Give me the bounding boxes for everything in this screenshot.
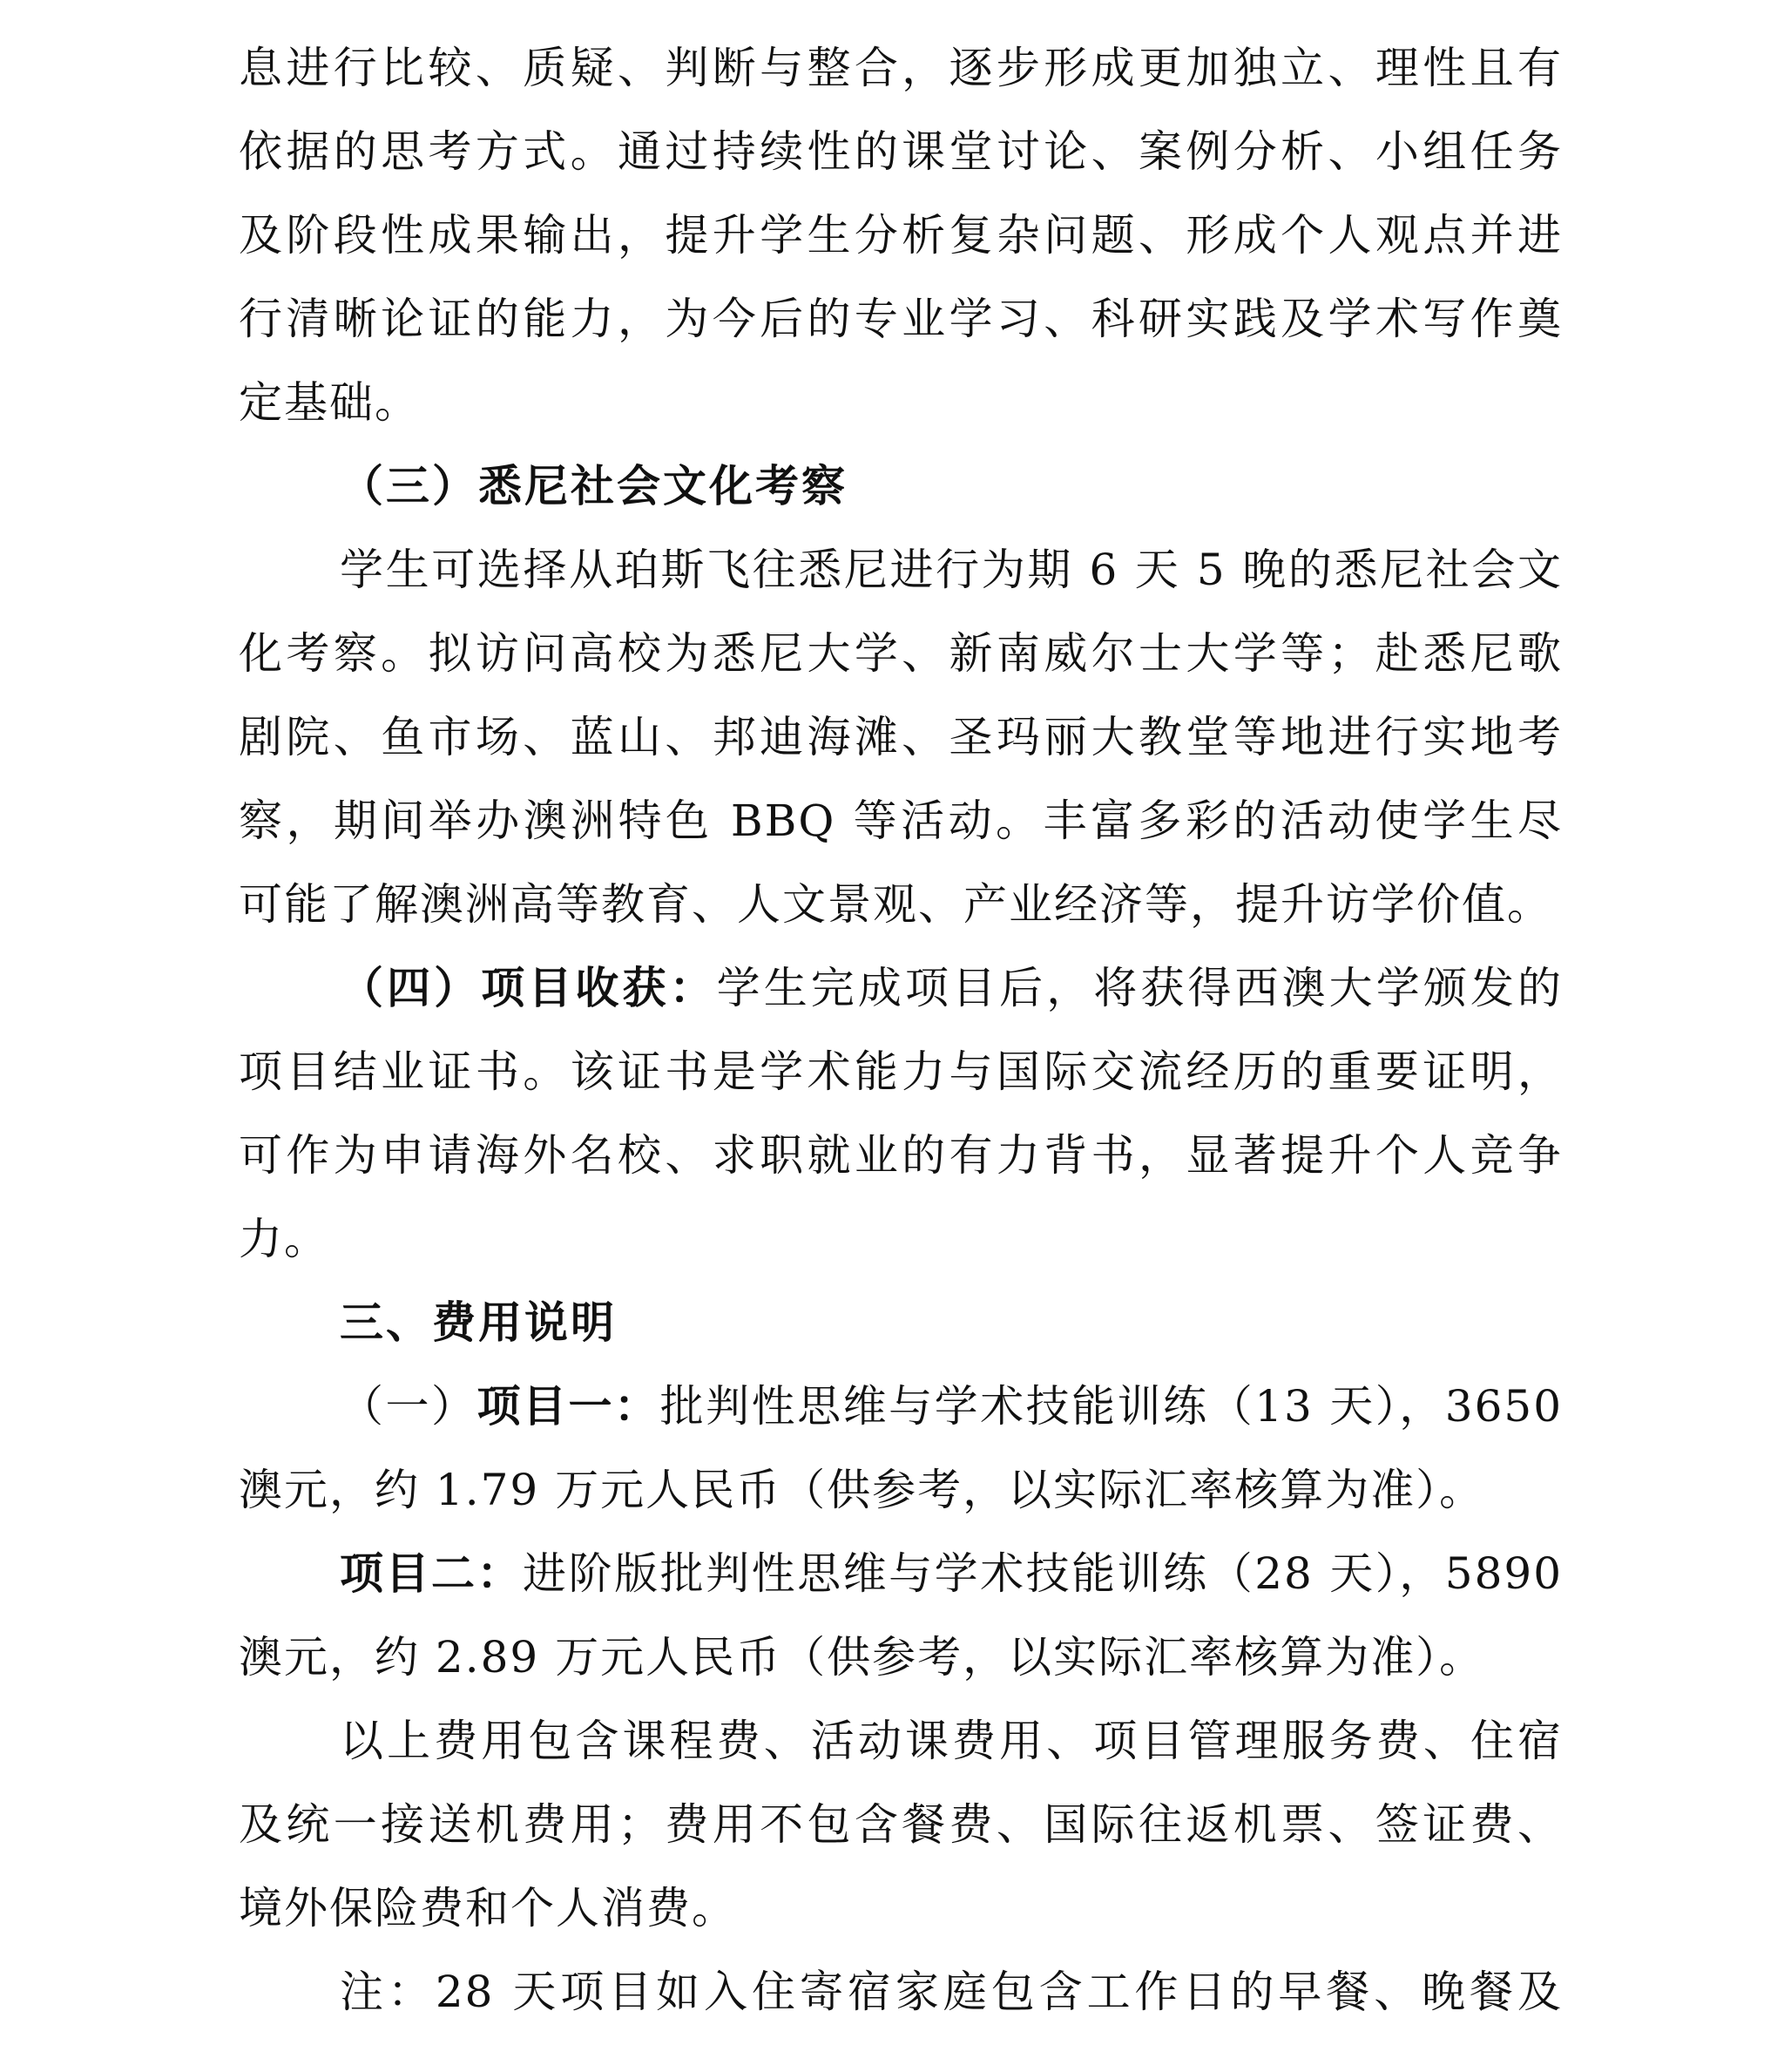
paragraph-fee-inclusions [239, 1699, 1563, 1950]
paragraph-sydney-tour [239, 528, 1563, 946]
document-page [239, 26, 1563, 2034]
text-line: 化考察。拟访问高校为悉尼大学、新南威尔士大学等；赴悉尼歌 [239, 628, 1563, 679]
text-line: 行清晰论证的能力，为今后的专业学习、科研实践及学术写作奠 [239, 294, 1563, 344]
inline-prefix: （一） [340, 1381, 477, 1432]
inline-text: 学生完成项目后，将获得西澳大学颁发的 [716, 963, 1563, 1013]
text-line: 及统一接送机费用；费用不包含餐费、国际往返机票、签证费、 [239, 1799, 1563, 1850]
text-line: 可能了解澳洲高等教育、人文景观、产业经济等，提升访学价值。 [239, 879, 1552, 930]
text-line: 及阶段性成果输出，提升学生分析复杂问题、形成个人观点并进 [239, 210, 1563, 261]
inline-text: 批判性思维与学术技能训练（13 天），3650 [659, 1381, 1564, 1432]
text-line: 剧院、鱼市场、蓝山、邦迪海滩、圣玛丽大教堂等地进行实地考 [239, 712, 1563, 762]
section-heading-sydney: （三）悉尼社会文化考察 [340, 460, 848, 511]
text-line: 注：28 天项目如入住寄宿家庭包含工作日的早餐、晚餐及 [340, 1967, 1563, 2017]
text-line: 察，期间举办澳洲特色 BBQ 等活动。丰富多彩的活动使学生尽 [239, 796, 1563, 846]
text-line: 澳元，约 2.89 万元人民币（供参考，以实际汇率核算为准）。 [239, 1632, 1485, 1683]
text-line [239, 1364, 1563, 1448]
text-line: 项目结业证书。该证书是学术能力与国际交流经历的重要证明， [239, 1046, 1563, 1097]
text-line: 澳元，约 1.79 万元人民币（供参考，以实际汇率核算为准）。 [239, 1465, 1485, 1515]
inline-heading-project-two: 项目二： [340, 1547, 524, 1599]
text-line: 力。 [239, 1214, 329, 1264]
text-line: 息进行比较、质疑、判断与整合，逐步形成更加独立、理性且有 [239, 43, 1563, 93]
inline-heading-project-one: 项目一： [476, 1380, 660, 1432]
paragraph-critical-thinking [239, 26, 1563, 444]
text-line: 以上费用包含课程费、活动课费用、项目管理服务费、住宿 [340, 1716, 1563, 1766]
section-heading-fees: 三、费用说明 [340, 1297, 617, 1348]
text-line: 可作为申请海外名校、求职就业的有力背书，显著提升个人竞争 [239, 1130, 1563, 1181]
paragraph-fee-project-one [239, 1364, 1563, 1532]
inline-text: 进阶版批判性思维与学术技能训练（28 天），5890 [523, 1548, 1564, 1599]
paragraph-note [239, 1950, 1563, 2034]
text-line: 境外保险费和个人消费。 [239, 1883, 737, 1933]
text-line [239, 1532, 1563, 1615]
paragraph-project-gains [239, 946, 1563, 1281]
paragraph-fee-project-two [239, 1532, 1563, 1699]
inline-heading-gains: （四）项目收获： [340, 962, 717, 1013]
text-line: 定基础。 [239, 377, 420, 428]
text-line: 依据的思考方式。通过持续性的课堂讨论、案例分析、小组任务 [239, 126, 1563, 177]
text-line: 学生可选择从珀斯飞往悉尼进行为期 6 天 5 晚的悉尼社会文 [340, 545, 1563, 595]
text-line [239, 946, 1563, 1030]
